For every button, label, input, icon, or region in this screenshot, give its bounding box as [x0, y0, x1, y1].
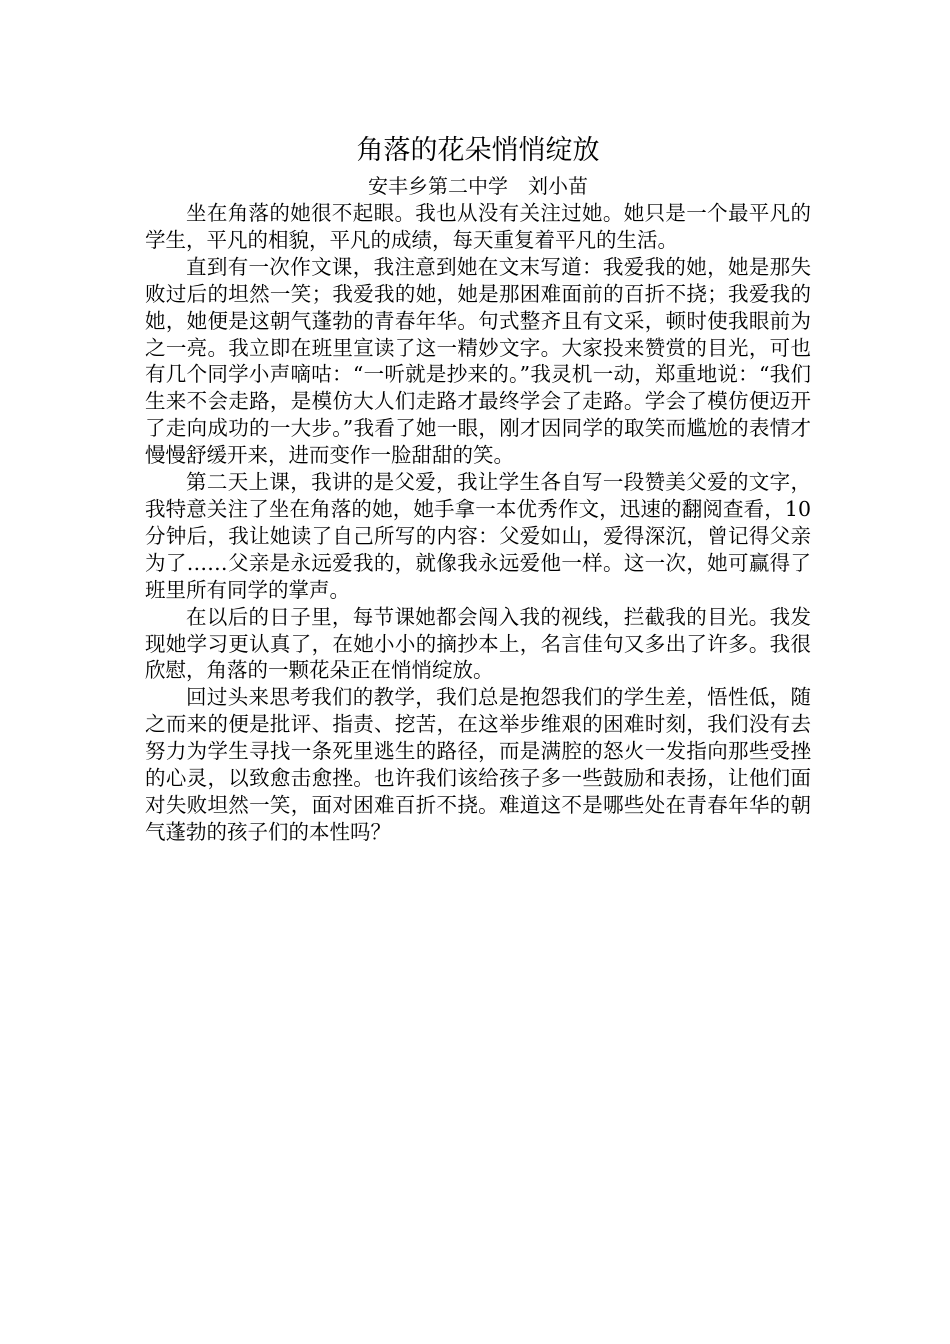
paragraph-3: 第二天上课，我讲的是父爱，我让学生各自写一段赞美父爱的文字，我特意关注了坐在角落的她，她手拿一本优秀作文，迅速的翻阅查看，10分钟后，我让她读了自己所写的内容：父爱如山，爱得深沉，曾记得父亲为了……父亲是永远爱我的，就像我永远爱他一样。这一次，她可赢得了班里所有同学的掌声。	[145, 470, 811, 602]
paragraph-2: 直到有一次作文课，我注意到她在文末写道：我爱我的她，她是那失败过后的坦然一笑；我爱我的她，她是那困难面前的百折不挠；我爱我的她，她便是这朝气蓬勃的青春年华。句式整齐且有文采，顿时使我眼前为之一亮。我立即在班里宣读了这一精妙文字。大家投来赞赏的目光，可也有几个同学小声嘀咕：“一听就是抄来的。”我灵机一动，郑重地说：“我们生来不会走路，是模仿大人们走路才最终学会了走路。学会了模仿便迈开了走向成功的一大步。”我看了她一眼，刚才因同学的取笑而尴尬的表情才慢慢舒缓开来，进而变作一脸甜甜的笑。	[145, 254, 811, 468]
article-body	[145, 200, 811, 846]
article	[145, 130, 811, 846]
paragraph-1: 坐在角落的她很不起眼。我也从没有关注过她。她只是一个最平凡的学生，平凡的相貌，平凡的成绩，每天重复着平凡的生活。	[145, 201, 811, 252]
paragraph-5: 回过头来思考我们的教学，我们总是抱怨我们的学生差，悟性低，随之而来的便是批评、指责、挖苦，在这举步维艰的困难时刻，我们没有去努力为学生寻找一条死里逃生的路径，而是满腔的怒火一发指向那些受挫的心灵，以致愈击愈挫。也许我们该给孩子多一些鼓励和表扬，让他们面对失败坦然一笑，面对困难百折不挠。难道这不是哪些处在青春年华的朝气蓬勃的孩子们的本性吗？	[145, 685, 811, 844]
author-byline: 安丰乡第二中学 刘小苗	[368, 174, 588, 198]
article-title: 角落的花朵悄悄绽放	[356, 135, 600, 166]
paragraph-4: 在以后的日子里，每节课她都会闯入我的视线，拦截我的目光。我发现她学习更认真了，在她小小的摘抄本上，名言佳句又多出了许多。我很欣慰，角落的一颗花朵正在悄悄绽放。	[145, 604, 811, 683]
